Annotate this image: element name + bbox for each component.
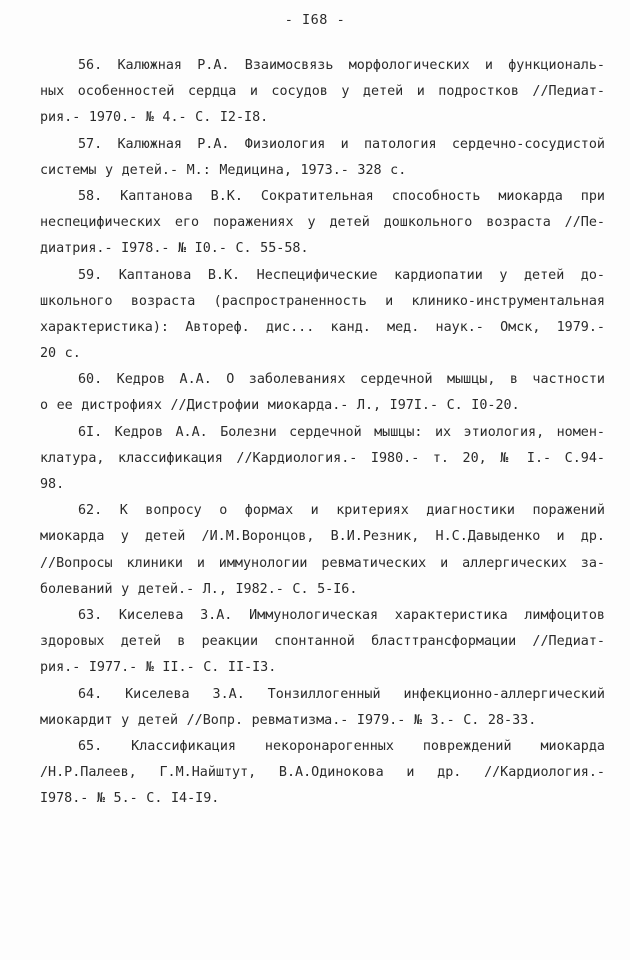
reference-line: 98. bbox=[40, 477, 65, 492]
reference-line: о ее дистрофиях //Дистрофии миокарда.- Л., I97I.- С. I0-20. bbox=[40, 398, 520, 414]
reference-line: характеристика): Автореф. дис... канд. мед. наук.- Омск, 1979.- bbox=[40, 319, 605, 335]
page-number: - I68 - bbox=[284, 12, 346, 28]
reference-line: 56. Калюжная Р.А. Взаимосвязь морфологических и функциональ- bbox=[78, 58, 605, 73]
reference-line: 63. Киселева З.А. Иммунологическая характеристика лимфоцитов bbox=[78, 607, 605, 623]
reference-line: 64. Киселева З.А. Тонзиллогенный инфекционно-аллергический bbox=[78, 686, 605, 702]
reference-line: 60. Кедров А.А. О заболеваниях сердечной мышцы, в частности bbox=[78, 372, 605, 388]
reference-entry bbox=[40, 132, 605, 184]
reference-line: миокарда у детей /И.М.Воронцов, В.И.Резник, Н.С.Давыденко и др. bbox=[40, 529, 605, 545]
reference-line: 65. Классификация некоронарогенных повреждений миокарда bbox=[78, 738, 605, 754]
reference-line: рия.- 1970.- № 4.- С. I2-I8. bbox=[40, 110, 269, 126]
reference-line: рия.- I977.- № II.- С. II-I3. bbox=[40, 660, 277, 676]
reference-entry bbox=[40, 367, 605, 419]
reference-entry bbox=[40, 420, 605, 499]
reference-line: /Н.Р.Палеев, Г.М.Найштут, В.А.Одинокова и др. //Кардиология.- bbox=[40, 765, 605, 781]
reference-line: 57. Калюжная Р.А. Физиология и патология сердечно-сосудистой bbox=[78, 136, 605, 152]
reference-entry bbox=[40, 184, 605, 263]
reference-line: здоровых детей в реакции спонтанной бласттрансформации //Педиат- bbox=[40, 634, 605, 650]
reference-entry bbox=[40, 682, 605, 734]
reference-line: болеваний у детей.- Л., I982.- С. 5-I6. bbox=[40, 581, 358, 597]
reference-line: I978.- № 5.- С. I4-I9. bbox=[40, 791, 220, 807]
reference-line: 58. Каптанова В.К. Сократительная способность миокарда при bbox=[78, 188, 605, 204]
reference-line: ных особенностей сердца и сосудов у детей и подростков //Педиат- bbox=[40, 84, 605, 100]
reference-line: //Вопросы клиники и иммунологии ревматических и аллергических за- bbox=[40, 555, 605, 571]
reference-line: 6I. Кедров А.А. Болезни сердечной мышцы: их этиология, номен- bbox=[78, 424, 605, 440]
reference-entry bbox=[40, 53, 605, 132]
reference-line: 59. Каптанова В.К. Неспецифические кардиопатии у детей до- bbox=[78, 267, 605, 283]
reference-line: 62. К вопросу о формах и критериях диагностики поражений bbox=[78, 503, 605, 519]
reference-line: миокардит у детей //Вопр. ревматизма.- I979.- № 3.- С. 28-33. bbox=[40, 712, 537, 728]
reference-entry bbox=[40, 603, 605, 682]
reference-list bbox=[40, 53, 605, 812]
reference-line: системы у детей.- М.: Медицина, 1973.- 328 с. bbox=[40, 162, 407, 178]
reference-line: неспецифических его поражениях у детей дошкольного возраста //Пе- bbox=[40, 215, 605, 231]
reference-entry bbox=[40, 263, 605, 368]
reference-entry bbox=[40, 734, 605, 813]
reference-line: клатура, классификация //Кардиология.- I980.- т. 20, № I.- С.94- bbox=[40, 450, 605, 466]
reference-entry bbox=[40, 498, 605, 603]
reference-line: школьного возраста (распространенность и клинико-инструментальная bbox=[40, 293, 605, 309]
reference-line: 20 с. bbox=[40, 346, 81, 362]
reference-line: диатрия.- I978.- № I0.- С. 55-58. bbox=[40, 241, 309, 257]
